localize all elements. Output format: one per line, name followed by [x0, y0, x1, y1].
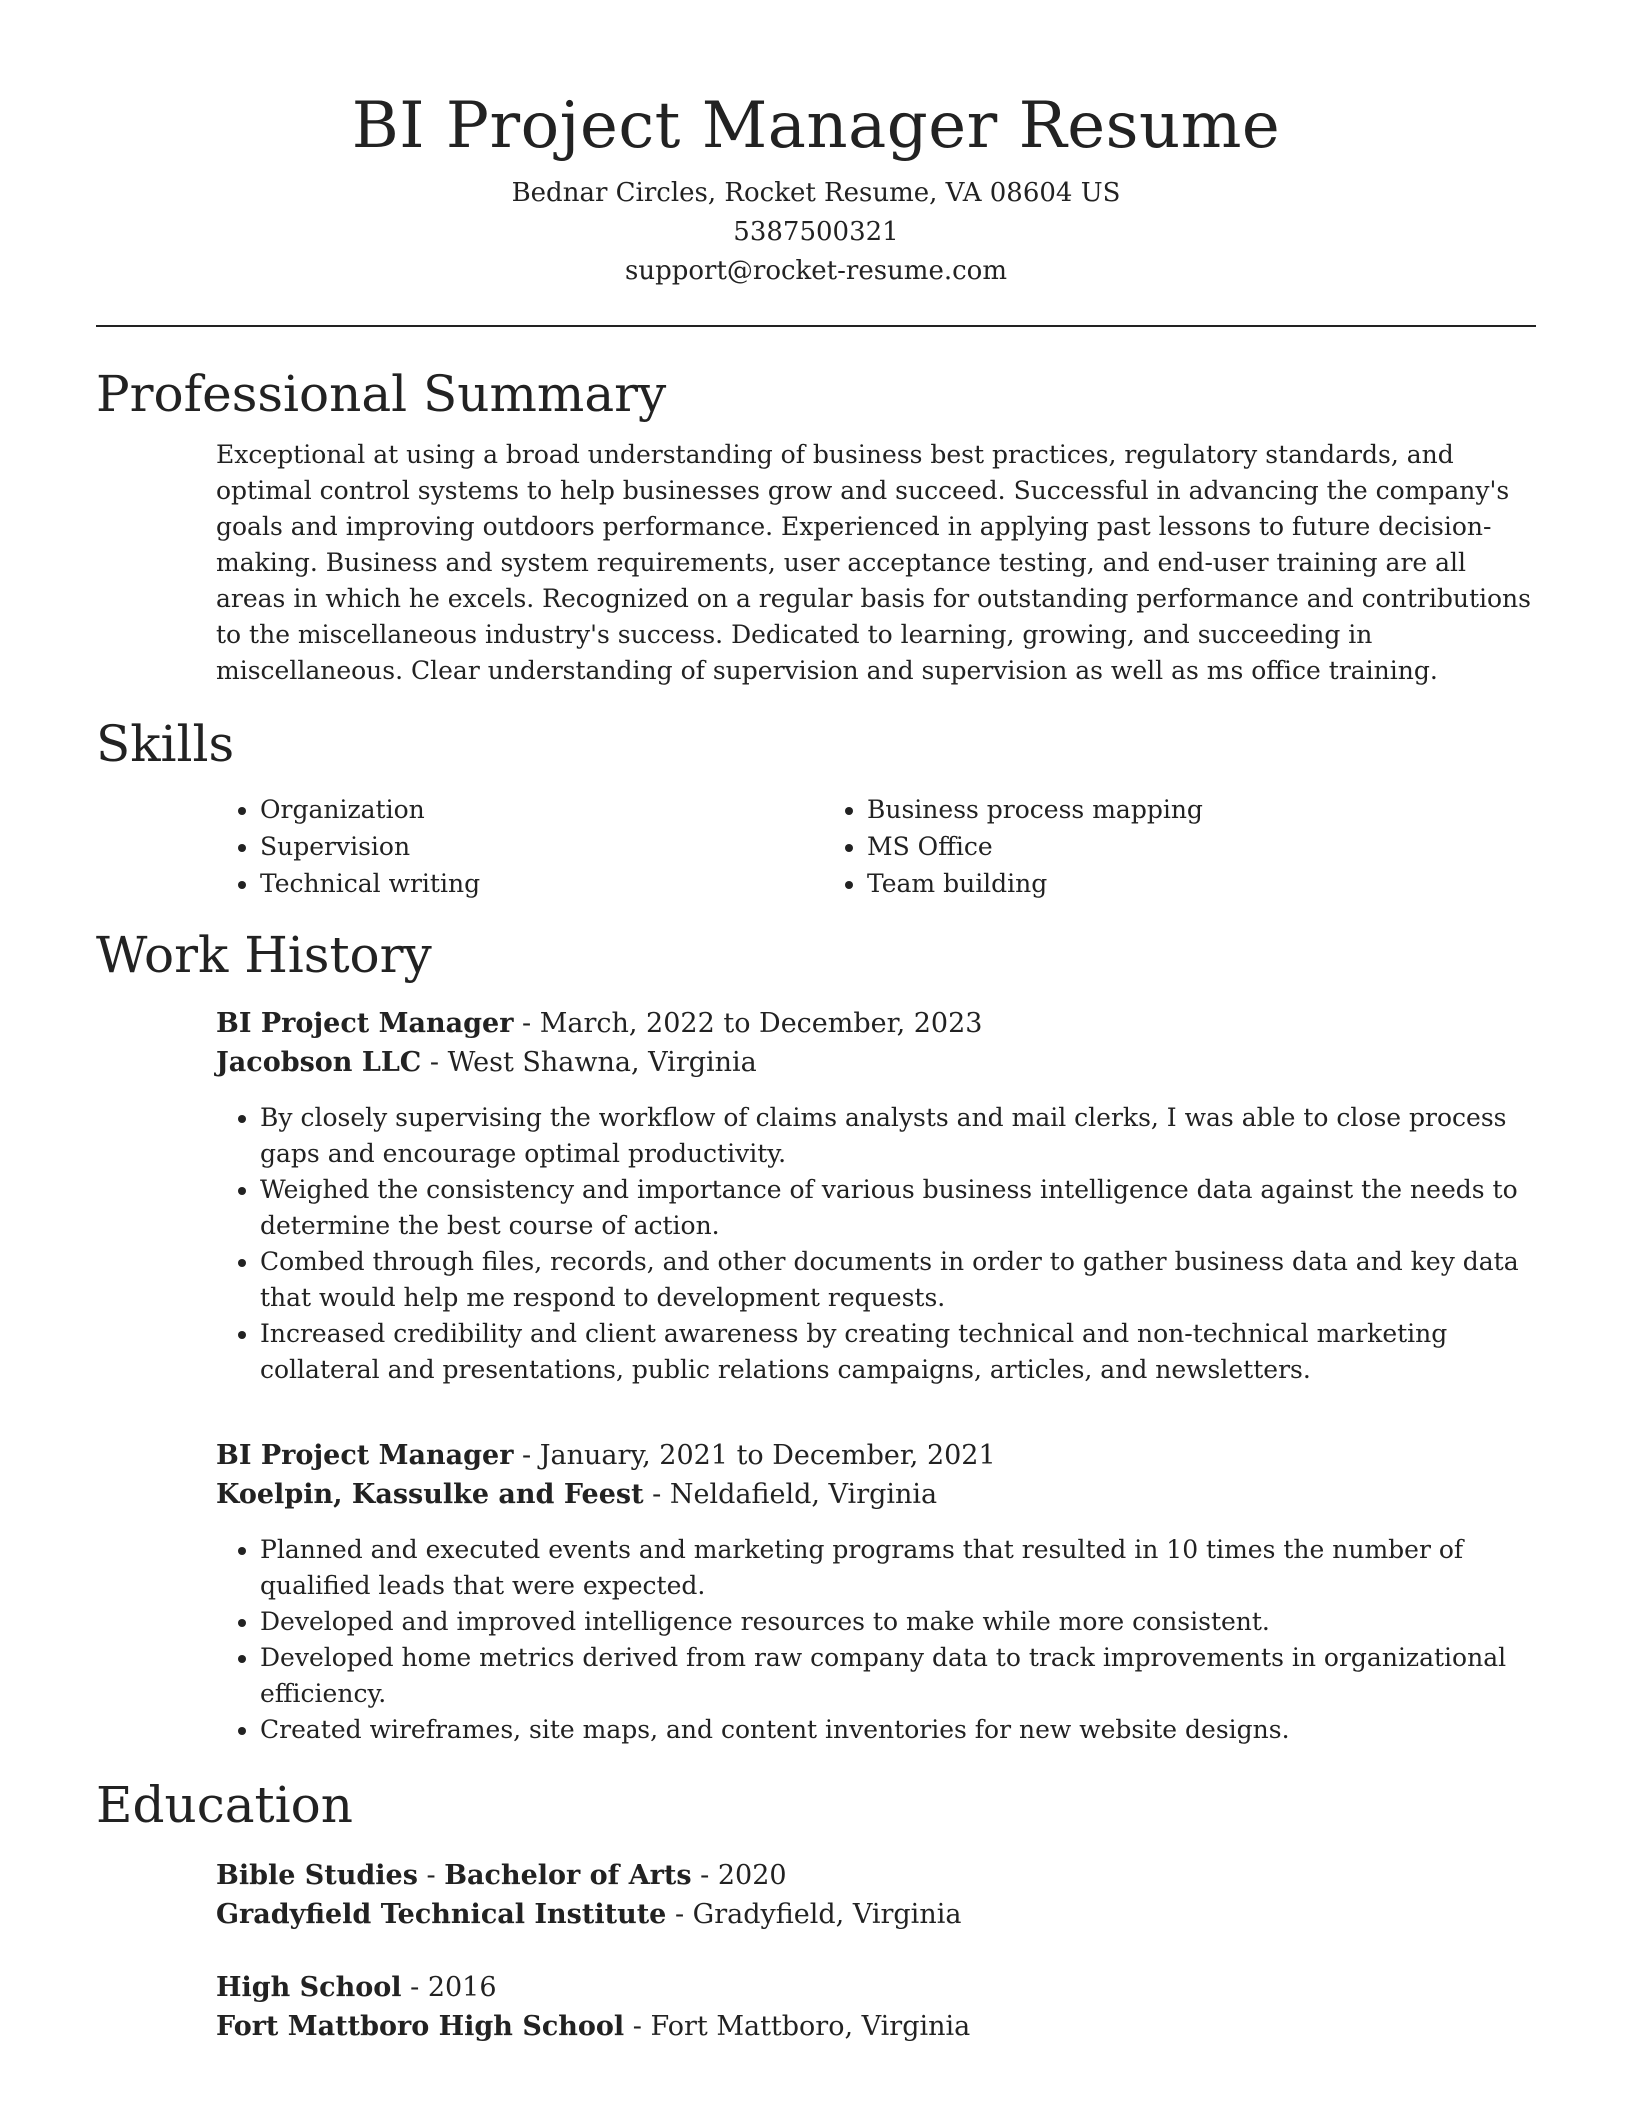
education-section: [96, 1774, 1536, 2046]
job-location: West Shawna, Virginia: [447, 1047, 757, 1078]
separator: -: [417, 1860, 445, 1891]
job-role: BI Project Manager: [216, 1008, 514, 1039]
job-bullet: • Developed home metrics derived from raw company data to track improvements in organizational efficiency.: [260, 1640, 1536, 1712]
job-dates: March, 2022 to December, 2023: [539, 1008, 983, 1039]
job-bullet: • Planned and executed events and marketing programs that resulted in 10 times the number of qualified leads that were expected.: [260, 1532, 1536, 1604]
skills-heading: Skills: [96, 715, 235, 773]
education-year: 2016: [427, 1972, 497, 2003]
separator: -: [401, 1972, 428, 2003]
job-bullets: [216, 1100, 1536, 1388]
work-history-heading: Work History: [96, 926, 432, 984]
contact-info: [96, 174, 1536, 291]
skills-list: [216, 791, 1536, 902]
education-field: High School: [216, 1972, 402, 2003]
education-degree-line: [216, 1856, 1536, 1895]
separator: -: [513, 1440, 540, 1471]
skill-item: • Team building: [867, 865, 1430, 902]
separator: -: [666, 1899, 693, 1930]
skill-item: • Business process mapping: [867, 791, 1430, 828]
skills-column-right: [823, 791, 1430, 902]
education-field: Bible Studies: [216, 1860, 418, 1891]
job-bullet: • Weighed the consistency and importance of various business intelligence data against the needs to determine the best course of action.: [260, 1172, 1536, 1244]
job-bullet: • By closely supervising the workflow of claims analysts and mail clerks, I was able to close process gaps and encourage optimal productivity.: [260, 1100, 1536, 1172]
separator: -: [421, 1047, 448, 1078]
job-company: Koelpin, Kassulke and Feest: [216, 1479, 644, 1510]
education-location: Fort Mattboro, Virginia: [650, 2011, 971, 2042]
education-school: Gradyfield Technical Institute: [216, 1899, 667, 1930]
job-role-line: [216, 1004, 1536, 1043]
separator: -: [643, 1479, 670, 1510]
education-degree: Bachelor of Arts: [444, 1860, 692, 1891]
skill-item: • Technical writing: [260, 865, 823, 902]
skill-item: • Organization: [260, 791, 823, 828]
separator: -: [624, 2011, 651, 2042]
job-entry: [216, 1004, 1536, 1388]
summary-section: [96, 363, 1536, 689]
education-heading: Education: [96, 1776, 353, 1834]
address-text: Bednar Circles, Rocket Resume, VA 08604 US: [511, 178, 1121, 208]
education-degree-line: [216, 1968, 1536, 2007]
job-bullet: • Developed and improved intelligence resources to make while more consistent.: [260, 1604, 1536, 1640]
job-dates: January, 2021 to December, 2021: [539, 1440, 996, 1471]
summary-text: Exceptional at using a broad understanding of business best practices, regulatory standards, and optimal control systems to help businesses grow and succeed. Successful in advancing the company's goals and improving outdoors performance. Experienced in applying past lessons to future decision-making. Business and system requirements, user acceptance testing, and end-user training are all areas in which he excels. Recognized on a regular basis for outstanding performance and contributions to the miscellaneous industry's success. Dedicated to learning, growing, and succeeding in miscellaneous. Clear understanding of supervision and supervision as well as ms office training.: [216, 440, 1531, 685]
job-company-line: [216, 1043, 1536, 1082]
phone-text: 5387500321: [733, 217, 899, 247]
resume-title: BI Project Manager Resume: [351, 89, 1281, 163]
job-company: Jacobson LLC: [216, 1047, 422, 1078]
job-bullet: • Increased credibility and client awareness by creating technical and non-technical marketing collateral and presentations, public relations campaigns, articles, and newsletters.: [260, 1316, 1536, 1388]
education-entry: [216, 1968, 1536, 2046]
job-location: Neldafield, Virginia: [669, 1479, 938, 1510]
separator: -: [513, 1008, 540, 1039]
skills-section: [96, 713, 1536, 902]
job-entry: [216, 1436, 1536, 1748]
email-text: support@rocket-resume.com: [624, 256, 1007, 286]
job-role: BI Project Manager: [216, 1440, 514, 1471]
job-role-line: [216, 1436, 1536, 1475]
work-history-section: [96, 924, 1536, 1748]
separator: -: [691, 1860, 718, 1891]
education-school-line: [216, 2007, 1536, 2046]
education-location: Gradyfield, Virginia: [692, 1899, 962, 1930]
education-school: Fort Mattboro High School: [216, 2011, 625, 2042]
header-divider: [96, 325, 1536, 327]
skills-column-left: [216, 791, 823, 902]
education-year: 2020: [717, 1860, 787, 1891]
resume-header: [96, 0, 1536, 291]
education-school-line: [216, 1895, 1536, 1934]
skill-item: • MS Office: [867, 828, 1430, 865]
job-bullets: [216, 1532, 1536, 1748]
skill-item: • Supervision: [260, 828, 823, 865]
job-bullet: • Created wireframes, site maps, and content inventories for new website designs.: [260, 1712, 1536, 1748]
job-company-line: [216, 1475, 1536, 1514]
summary-heading: Professional Summary: [96, 365, 667, 423]
job-bullet: • Combed through files, records, and other documents in order to gather business data and key data that would help me respond to development requests.: [260, 1244, 1536, 1316]
education-entry: [216, 1856, 1536, 1934]
